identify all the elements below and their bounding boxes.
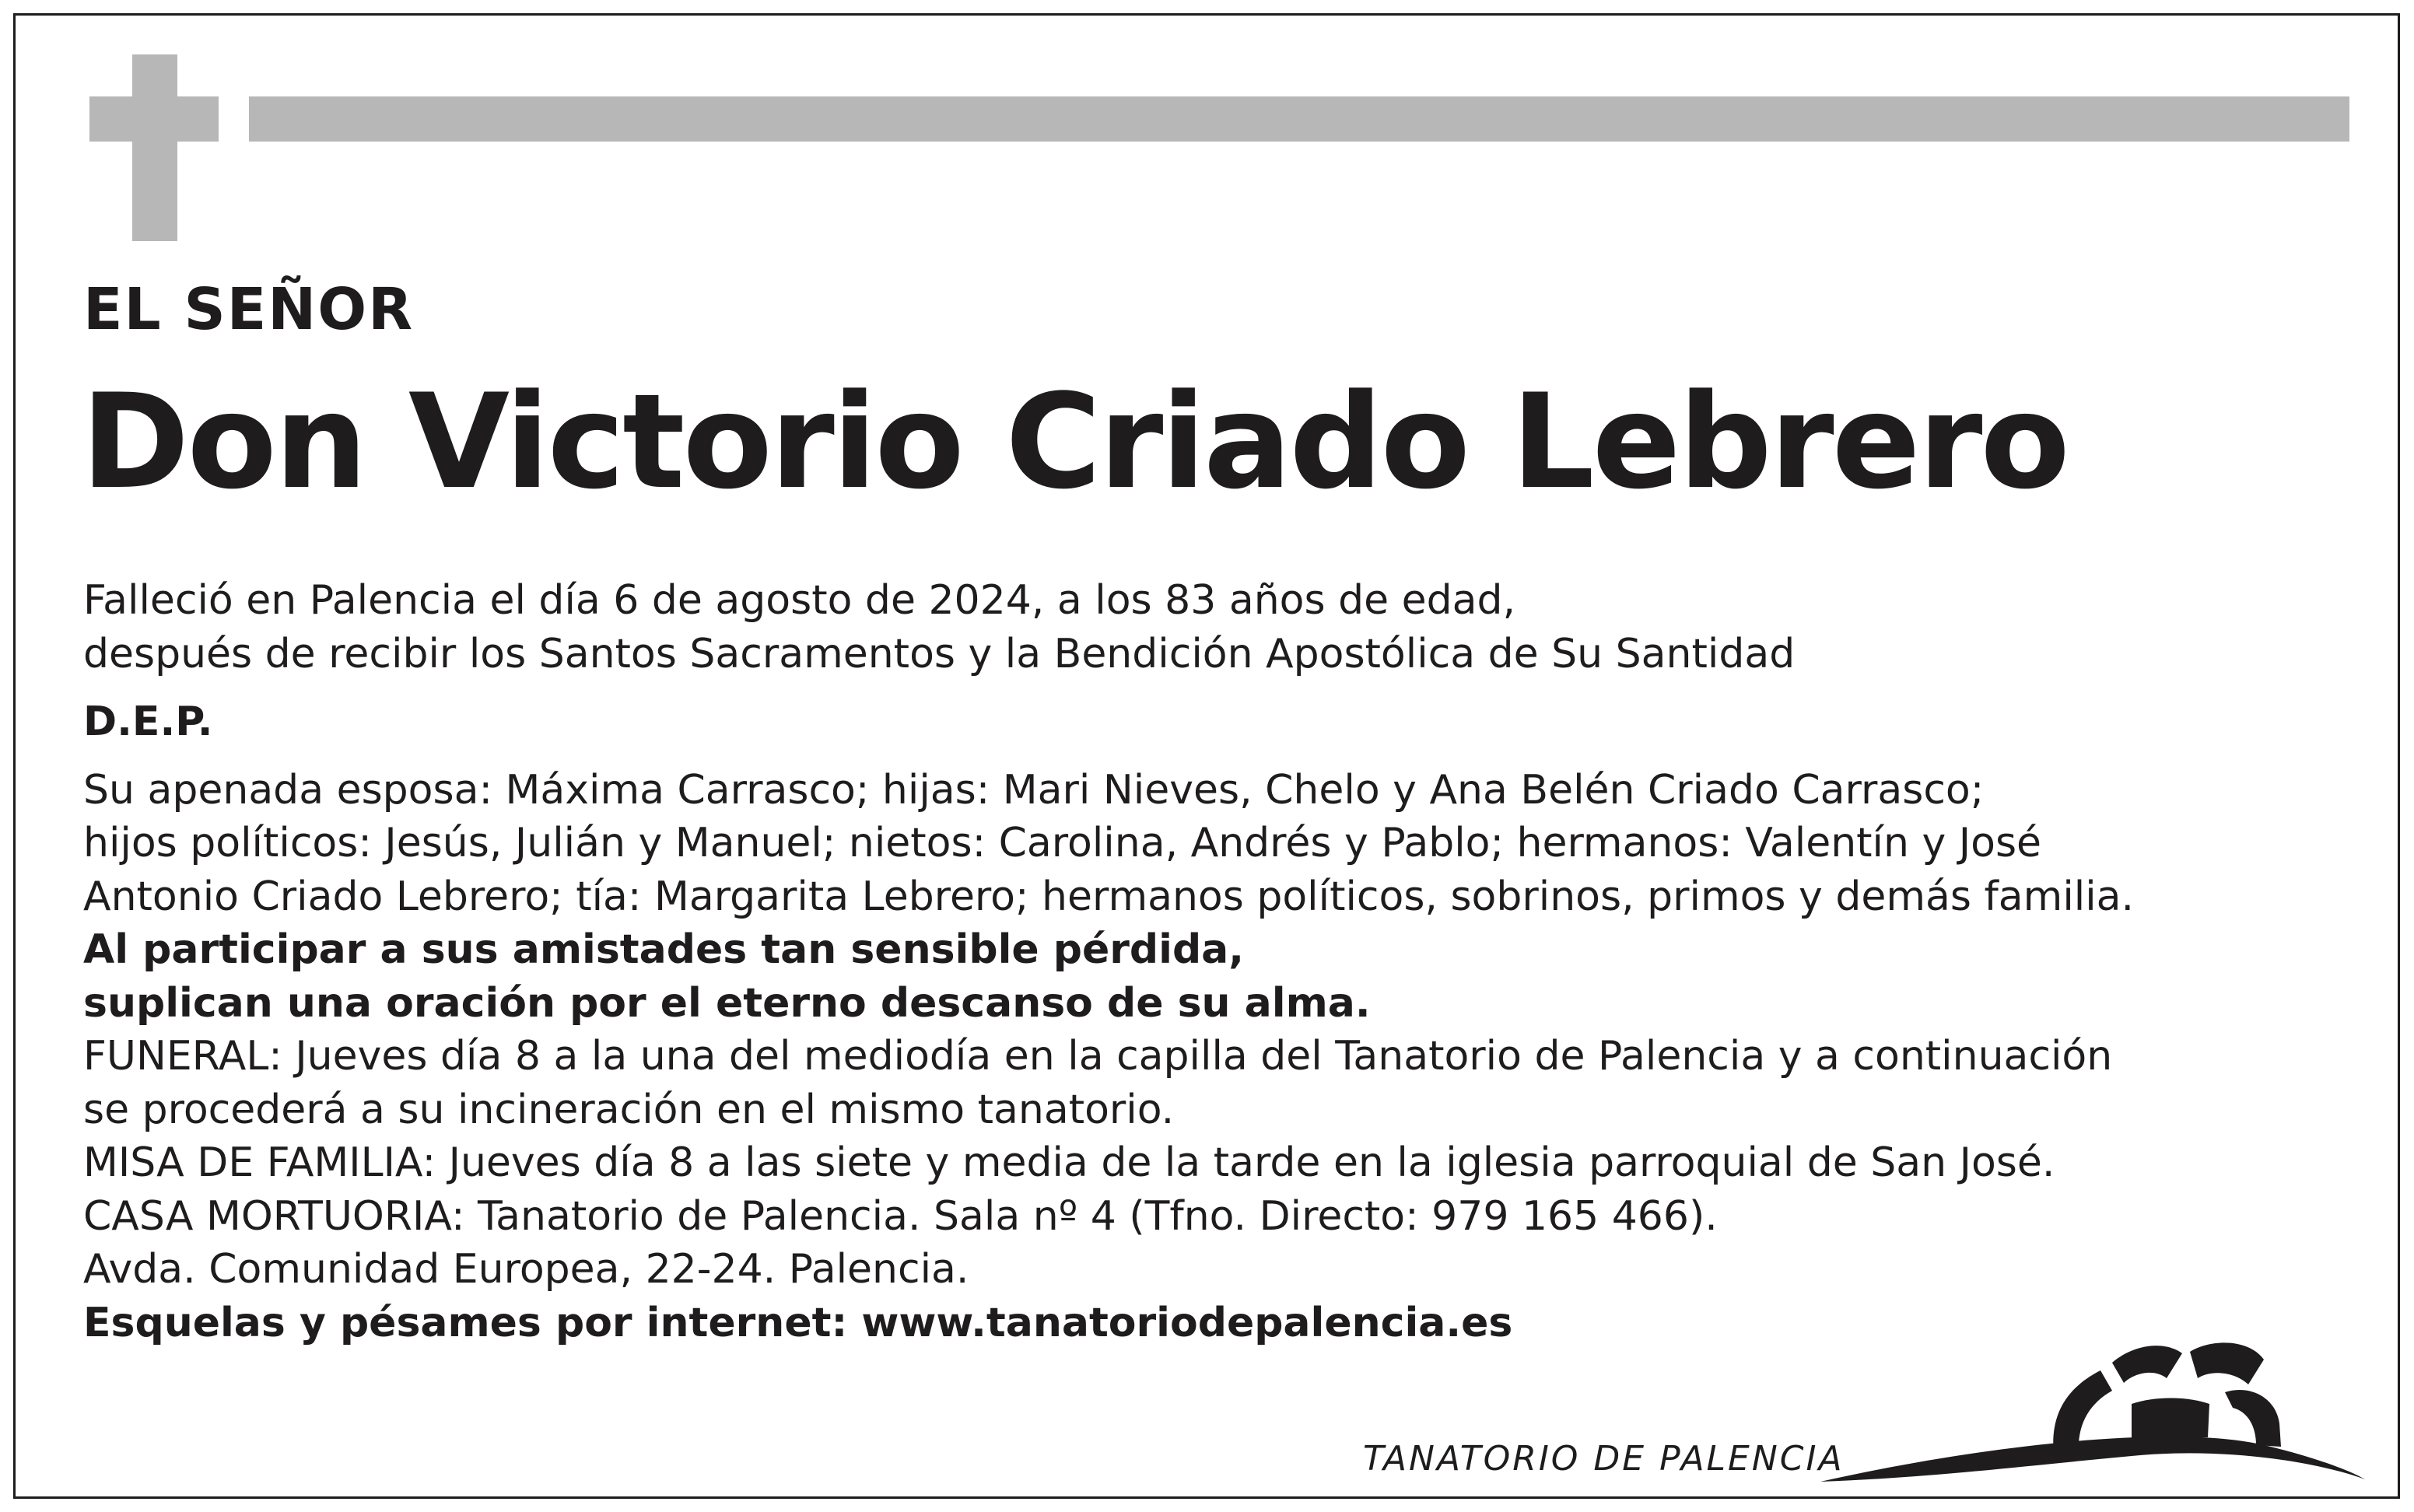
casa-mortuoria-line: CASA MORTUORIA: Tanatorio de Palencia. Sala nº 4 (Tfno. Directo: 979 165 466).: [83, 1192, 1718, 1240]
obituary-body: [83, 574, 2355, 1349]
funeral-line-1: FUNERAL: Jueves día 8 a la una del mediodía en la capilla del Tanatorio de Palencia y a continuación: [83, 1033, 2113, 1080]
deceased-name: Don Victorio Criado Lebrero: [81, 366, 2068, 518]
request-line-2: suplican una oración por el eterno descanso de su alma.: [83, 979, 1371, 1027]
header-bar: [249, 96, 2349, 142]
family-line-3: Antonio Criado Lebrero; tía: Margarita Lebrero; hermanos políticos, sobrinos, primos y demás familia.: [83, 873, 2135, 920]
title-prefix: EL SEÑOR: [83, 276, 415, 343]
intro-line-2: después de recibir los Santos Sacramentos y la Bendición Apostólica de Su Santidad: [83, 630, 1796, 677]
cross-icon: [132, 54, 177, 241]
funeral-line-2: se procederá a su incineración en el mismo tanatorio.: [83, 1086, 1175, 1133]
intro-line-1: Falleció en Palencia el día 6 de agosto de 2024, a los 83 años de edad,: [83, 577, 1516, 624]
website-line: Esquelas y pésames por internet: www.tanatoriodepalencia.es: [83, 1299, 1513, 1346]
dep-label: D.E.P.: [83, 698, 213, 745]
misa-line: MISA DE FAMILIA: Jueves día 8 a las siete y media de la tarde en la iglesia parroquial de San José.: [83, 1139, 2055, 1186]
request-line-1: Al participar a sus amistades tan sensible pérdida,: [83, 926, 1245, 973]
address-line: Avda. Comunidad Europea, 22-24. Palencia.: [83, 1246, 969, 1293]
cross-icon-arm: [89, 96, 219, 142]
family-line-1: Su apenada esposa: Máxima Carrasco; hijas: Mari Nieves, Chelo y Ana Belén Criado Carrasco;: [83, 766, 1985, 814]
tanatorio-logo-text: TANATORIO DE PALENCIA: [1363, 1439, 1845, 1479]
family-line-2: hijos políticos: Jesús, Julián y Manuel; nietos: Carolina, Andrés y Pablo; hermanos: Valentín y José: [83, 820, 2042, 866]
